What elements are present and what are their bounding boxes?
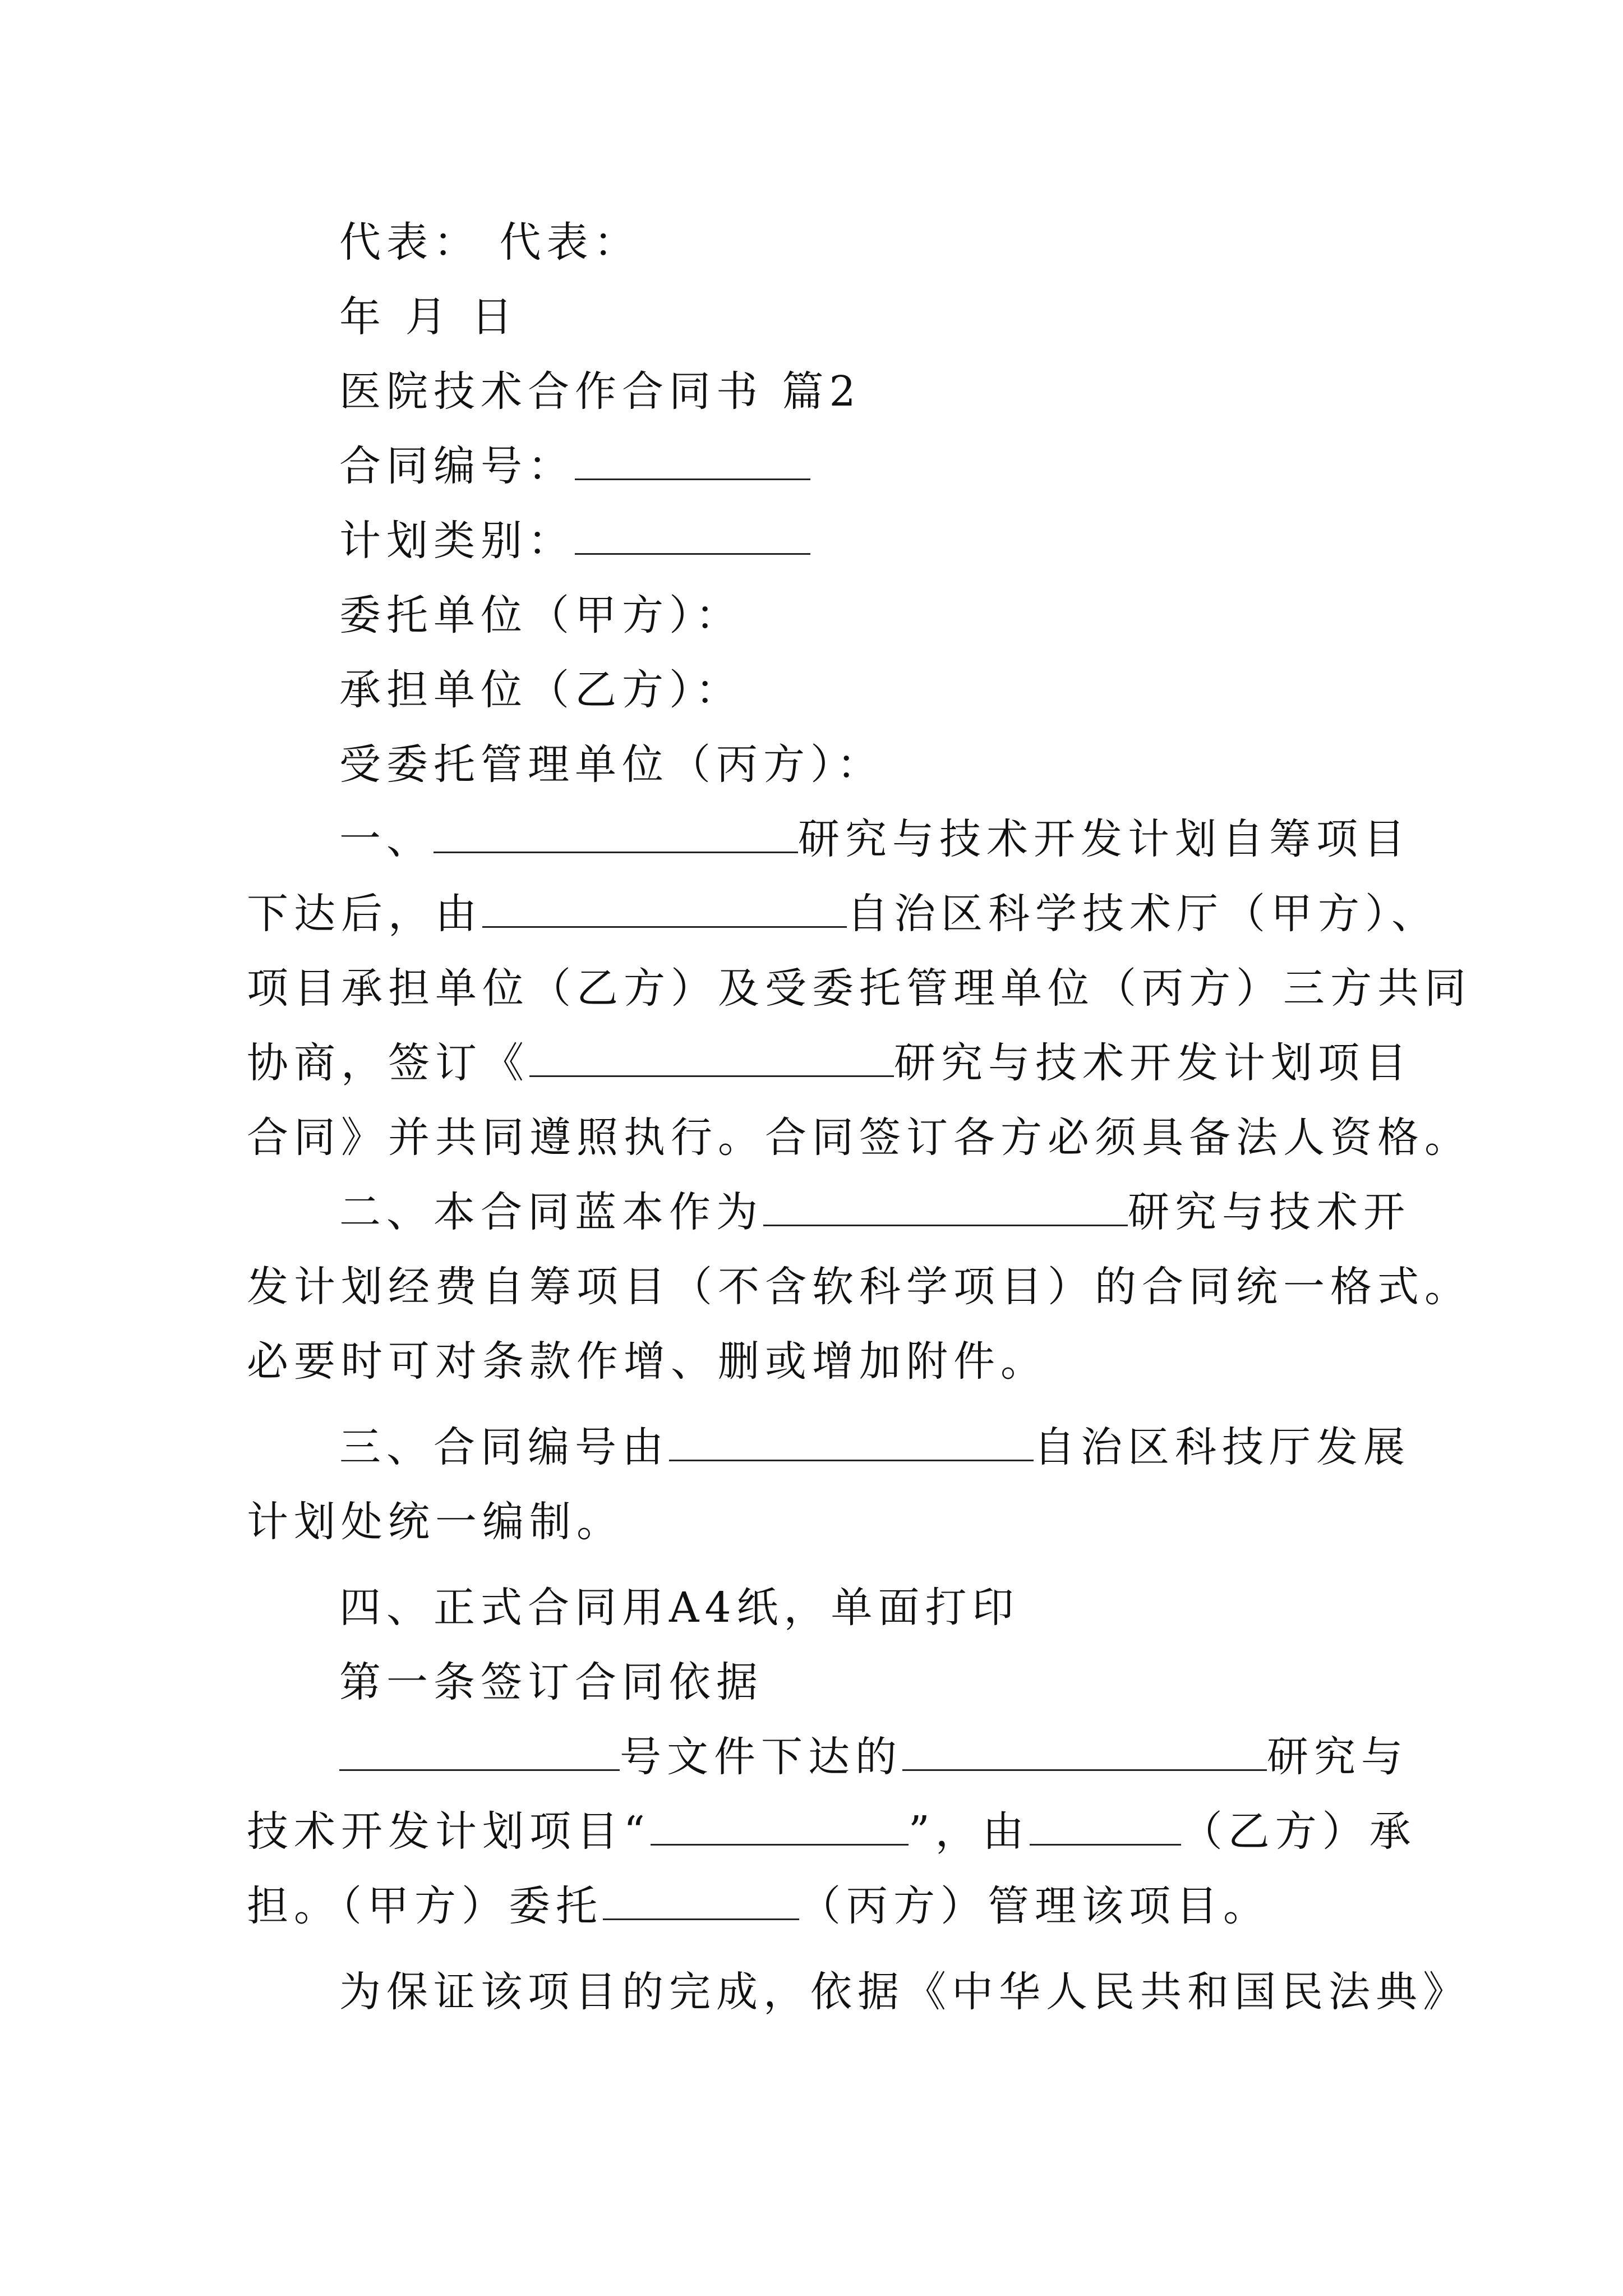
- paragraph-line: 下达后，由 自治区科学技术厅（甲方）、: [247, 886, 1374, 942]
- fill-blank: [603, 1879, 799, 1920]
- contract-number-line: 合同编号：: [339, 438, 1374, 494]
- fill-blank: [763, 1185, 1128, 1226]
- plan-category-line: 计划类别：: [339, 513, 1374, 569]
- fill-blank: [434, 812, 798, 853]
- paragraph-line: 协商，签订《 研究与技术开发计划项目: [247, 1035, 1374, 1091]
- section-title: 医院技术合作合同书 篇2: [339, 367, 861, 416]
- paragraph-line: 三、合同编号由 自治区科技厅发展: [339, 1419, 1374, 1475]
- party-b-line: 承担单位（乙方）：: [339, 666, 743, 714]
- party-c-line: 受委托管理单位（丙方）：: [339, 740, 884, 789]
- fill-blank: [529, 1036, 894, 1077]
- paragraph-line: 必要时可对条款作增、删或增加附件。: [247, 1337, 1048, 1386]
- paragraph-line: 合同》并共同遵照执行。合同签订各方必须具备法人资格。: [247, 1114, 1472, 1162]
- fill-blank: [339, 1730, 620, 1771]
- paragraph-line: 担。（甲方）委托 （丙方）管理该项目。: [247, 1878, 1374, 1934]
- date-line: 年 月 日: [339, 293, 519, 341]
- paragraph-line: 四、正式合同用A4纸，单面打印: [339, 1584, 1020, 1632]
- fill-blank: [482, 887, 847, 928]
- article-heading: 第一条签订合同依据: [339, 1658, 763, 1706]
- signature-representatives-line: 代表： 代表：: [339, 218, 641, 266]
- fill-blank: [902, 1730, 1267, 1771]
- paragraph-line: 技术开发计划项目“ ”，由 （乙方）承: [247, 1803, 1374, 1860]
- paragraph-line: 号文件下达的 研究与: [339, 1729, 1374, 1785]
- paragraph-line: 项目承担单位（乙方）及受委托管理单位（丙方）三方共同: [247, 964, 1472, 1013]
- fill-blank: [669, 1420, 1034, 1461]
- fill-blank: [1030, 1805, 1181, 1846]
- contract-number-blank: [575, 439, 810, 480]
- paragraph-line: 为保证该项目的完成，依据《中华人民共和国民法典》: [339, 1968, 1470, 2016]
- plan-category-blank: [575, 514, 810, 555]
- paragraph-line: 发计划经费自筹项目（不含软科学项目）的合同统一格式。: [247, 1263, 1472, 1311]
- paragraph-line: 一、 研究与技术开发计划自筹项目: [339, 811, 1374, 867]
- party-a-line: 委托单位（甲方）：: [339, 591, 743, 639]
- paragraph-line: 二、本合同蓝本作为 研究与技术开: [339, 1184, 1374, 1240]
- paragraph-line: 计划处统一编制。: [247, 1498, 624, 1546]
- fill-blank: [651, 1805, 909, 1846]
